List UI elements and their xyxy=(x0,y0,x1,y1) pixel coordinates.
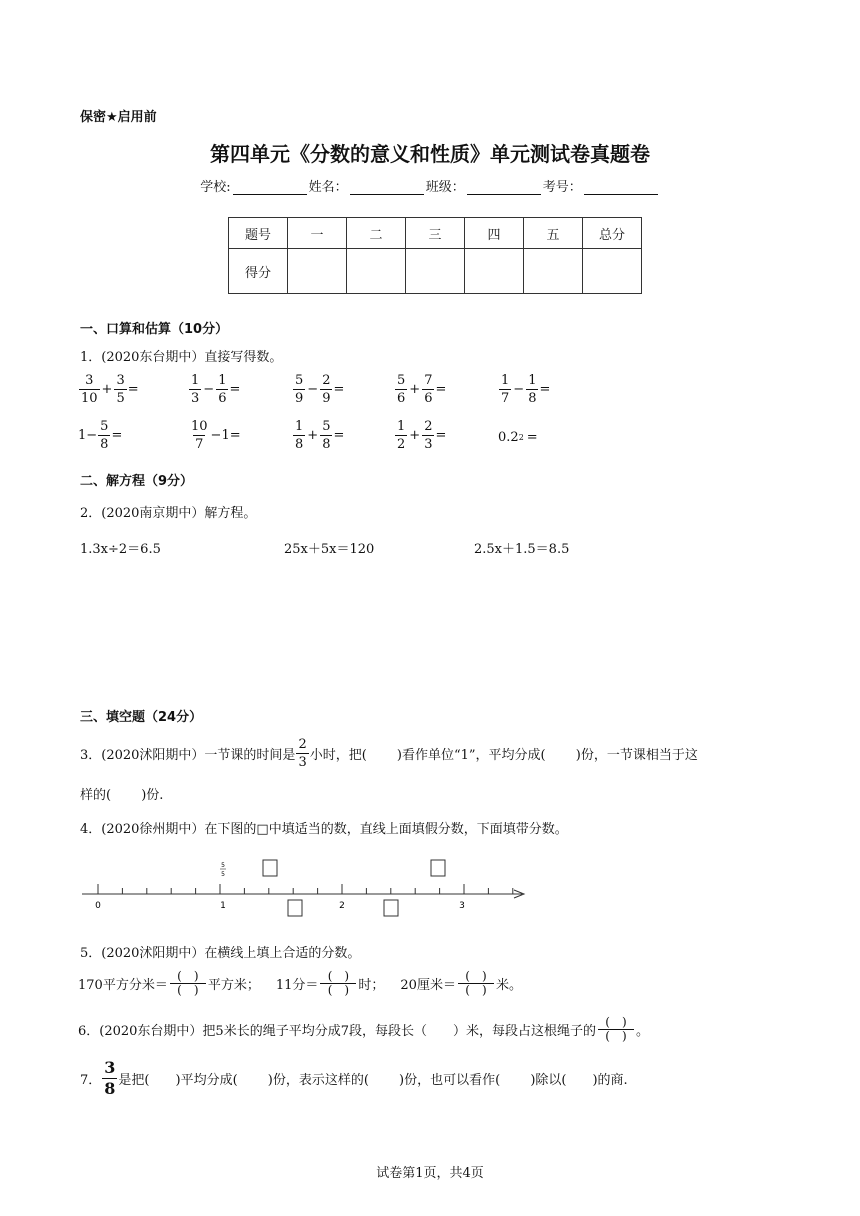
page-footer: 试卷第1页，共4页 xyxy=(376,1166,484,1181)
section3-heading: 三、填空题（24分） xyxy=(80,710,203,725)
score-header-cell: 一 xyxy=(288,218,347,249)
fraction: $\frac{5}{8}$ xyxy=(322,419,331,452)
expr-5: $\frac{1}{7}$ − $\frac{1}{8}$ = xyxy=(501,373,551,406)
expr-9: $\frac{1}{2}$ + $\frac{2}{3}$ = xyxy=(397,419,447,452)
name-label: 姓名： xyxy=(308,180,348,195)
score-cell[interactable] xyxy=(524,249,583,294)
tick-label-2: 2 xyxy=(339,901,345,911)
equation-2: 25x＋5x＝120 xyxy=(284,542,375,557)
score-table-header-row xyxy=(229,218,642,249)
exam-no-label: 考号： xyxy=(542,180,582,195)
blank-fraction[interactable]: ( ) ( ) xyxy=(598,1016,634,1043)
equation-1: 1.3x÷2＝6.5 xyxy=(80,542,161,557)
q3-line1: 3．(2020沭阳期中）一节课的时间是 $\frac{2}{3}$ 小时，把( )看作单位“1”，平均分成( )份，一节课相当于这 xyxy=(80,737,698,770)
fraction: $\frac{1}{2}$ xyxy=(397,419,406,452)
q4-text: 4．(2020徐州期中）在下图的□中填适当的数，直线上面填假分数，下面填带分数。 xyxy=(80,822,568,837)
blank-fraction[interactable]: ( ) ( ) xyxy=(458,970,494,997)
score-row-label: 得分 xyxy=(229,249,288,294)
q2-text: 2．(2020南京期中）解方程。 xyxy=(80,506,257,521)
fraction: $\frac{2}{3}$ xyxy=(298,737,307,770)
score-header-cell: 四 xyxy=(465,218,524,249)
expr-3: $\frac{5}{9}$ − $\frac{2}{9}$ = xyxy=(295,373,345,406)
ticks xyxy=(98,884,513,894)
expr-4: $\frac{5}{6}$ + $\frac{7}{6}$ = xyxy=(397,373,447,406)
tick-label-3: 3 xyxy=(459,901,465,911)
score-header-cell: 二 xyxy=(347,218,406,249)
tick-label-1: 1 xyxy=(220,901,226,911)
school-label: 学校: xyxy=(200,180,231,195)
exam-no-blank[interactable] xyxy=(584,180,658,195)
answer-box-bottom-1[interactable] xyxy=(288,900,302,916)
answer-box-top-1[interactable] xyxy=(263,860,277,876)
equation-3: 2.5x＋1.5＝8.5 xyxy=(474,542,570,557)
blank-fraction[interactable]: ( ) ( ) xyxy=(320,970,356,997)
fraction: $\frac{3}{5}$ xyxy=(116,373,125,406)
q7-line: 7． $\frac{3}{8}$ 是把( )平均分成( )份，表示这样的( )份，也可以看作( )除以( )的商. xyxy=(80,1058,628,1098)
fraction: $\frac{1}{3}$ xyxy=(191,373,200,406)
fraction: $\frac{10}{7}$ xyxy=(191,419,208,452)
number-line xyxy=(78,856,528,920)
expr-7: $\frac{10}{7}$ −1 = xyxy=(191,419,241,452)
score-table xyxy=(228,217,642,294)
fraction: $\frac{3}{8}$ xyxy=(104,1058,116,1098)
fraction: $\frac{1}{7}$ xyxy=(501,373,510,406)
answer-box-bottom-2[interactable] xyxy=(384,900,398,916)
answer-box-top-2[interactable] xyxy=(431,860,445,876)
name-blank[interactable] xyxy=(350,180,424,195)
section2-heading: 二、解方程（9分） xyxy=(80,474,194,489)
fraction: $\frac{5}{6}$ xyxy=(397,373,406,406)
fraction: $\frac{2}{9}$ xyxy=(322,373,331,406)
score-cell[interactable] xyxy=(406,249,465,294)
expr-10: 0.2 2 = xyxy=(498,430,538,445)
score-cell[interactable] xyxy=(347,249,406,294)
fraction: $\frac{5}{9}$ xyxy=(295,373,304,406)
blank-fraction[interactable]: ( ) ( ) xyxy=(170,970,206,997)
expr-2: $\frac{1}{3}$ − $\frac{1}{6}$ = xyxy=(191,373,241,406)
expr-8: $\frac{1}{8}$ + $\frac{5}{8}$ = xyxy=(295,419,345,452)
fraction: $\frac{1}{6}$ xyxy=(218,373,227,406)
class-label: 班级： xyxy=(425,180,465,195)
score-cell[interactable] xyxy=(288,249,347,294)
score-header-cell: 五 xyxy=(524,218,583,249)
top-mark-numerator: 5 xyxy=(221,862,225,869)
class-blank[interactable] xyxy=(467,180,541,195)
tick-label-0: 0 xyxy=(95,901,101,911)
score-header-cell: 总分 xyxy=(583,218,642,249)
q5-text: 5．(2020沭阳期中）在横线上填上合适的分数。 xyxy=(80,946,361,961)
fraction: $\frac{5}{8}$ xyxy=(100,419,109,452)
expr-6: 1− $\frac{5}{8}$ = xyxy=(78,419,123,452)
expr-1: $\frac{3}{10}$ + $\frac{3}{5}$ = xyxy=(81,373,139,406)
score-header-cell: 三 xyxy=(406,218,465,249)
q3-line2: 样的( )份. xyxy=(80,788,164,803)
score-table-score-row xyxy=(229,249,642,294)
q5-line: 170平方分米＝ ( ) ( ) 平方米； 11分＝ ( ) ( ) 时； 20厘米＝ ( ) ( ) 米。 xyxy=(78,969,522,998)
top-mark-denominator: 5 xyxy=(221,871,225,878)
fraction: $\frac{2}{3}$ xyxy=(424,419,433,452)
fraction: $\frac{1}{8}$ xyxy=(295,419,304,452)
section1-heading: 一、口算和估算（10分） xyxy=(80,322,229,337)
fraction: $\frac{3}{10}$ xyxy=(81,373,98,406)
fraction: $\frac{7}{6}$ xyxy=(424,373,433,406)
q1-text: 1．(2020东台期中）直接写得数。 xyxy=(80,350,283,365)
secret-label: 保密★启用前 xyxy=(80,110,157,125)
fraction: $\frac{1}{8}$ xyxy=(528,373,537,406)
score-cell[interactable] xyxy=(465,249,524,294)
student-info-line xyxy=(0,176,860,195)
q6-line: 6．(2020东台期中）把5米长的绳子平均分成7段，每段长（ ）米，每段占这根绳子的 ( ) ( ) 。 xyxy=(78,1015,649,1044)
score-header-cell: 题号 xyxy=(229,218,288,249)
school-blank[interactable] xyxy=(233,180,307,195)
exam-title: 第四单元《分数的意义和性质》单元测试卷真题卷 xyxy=(210,142,650,166)
score-cell[interactable] xyxy=(583,249,642,294)
